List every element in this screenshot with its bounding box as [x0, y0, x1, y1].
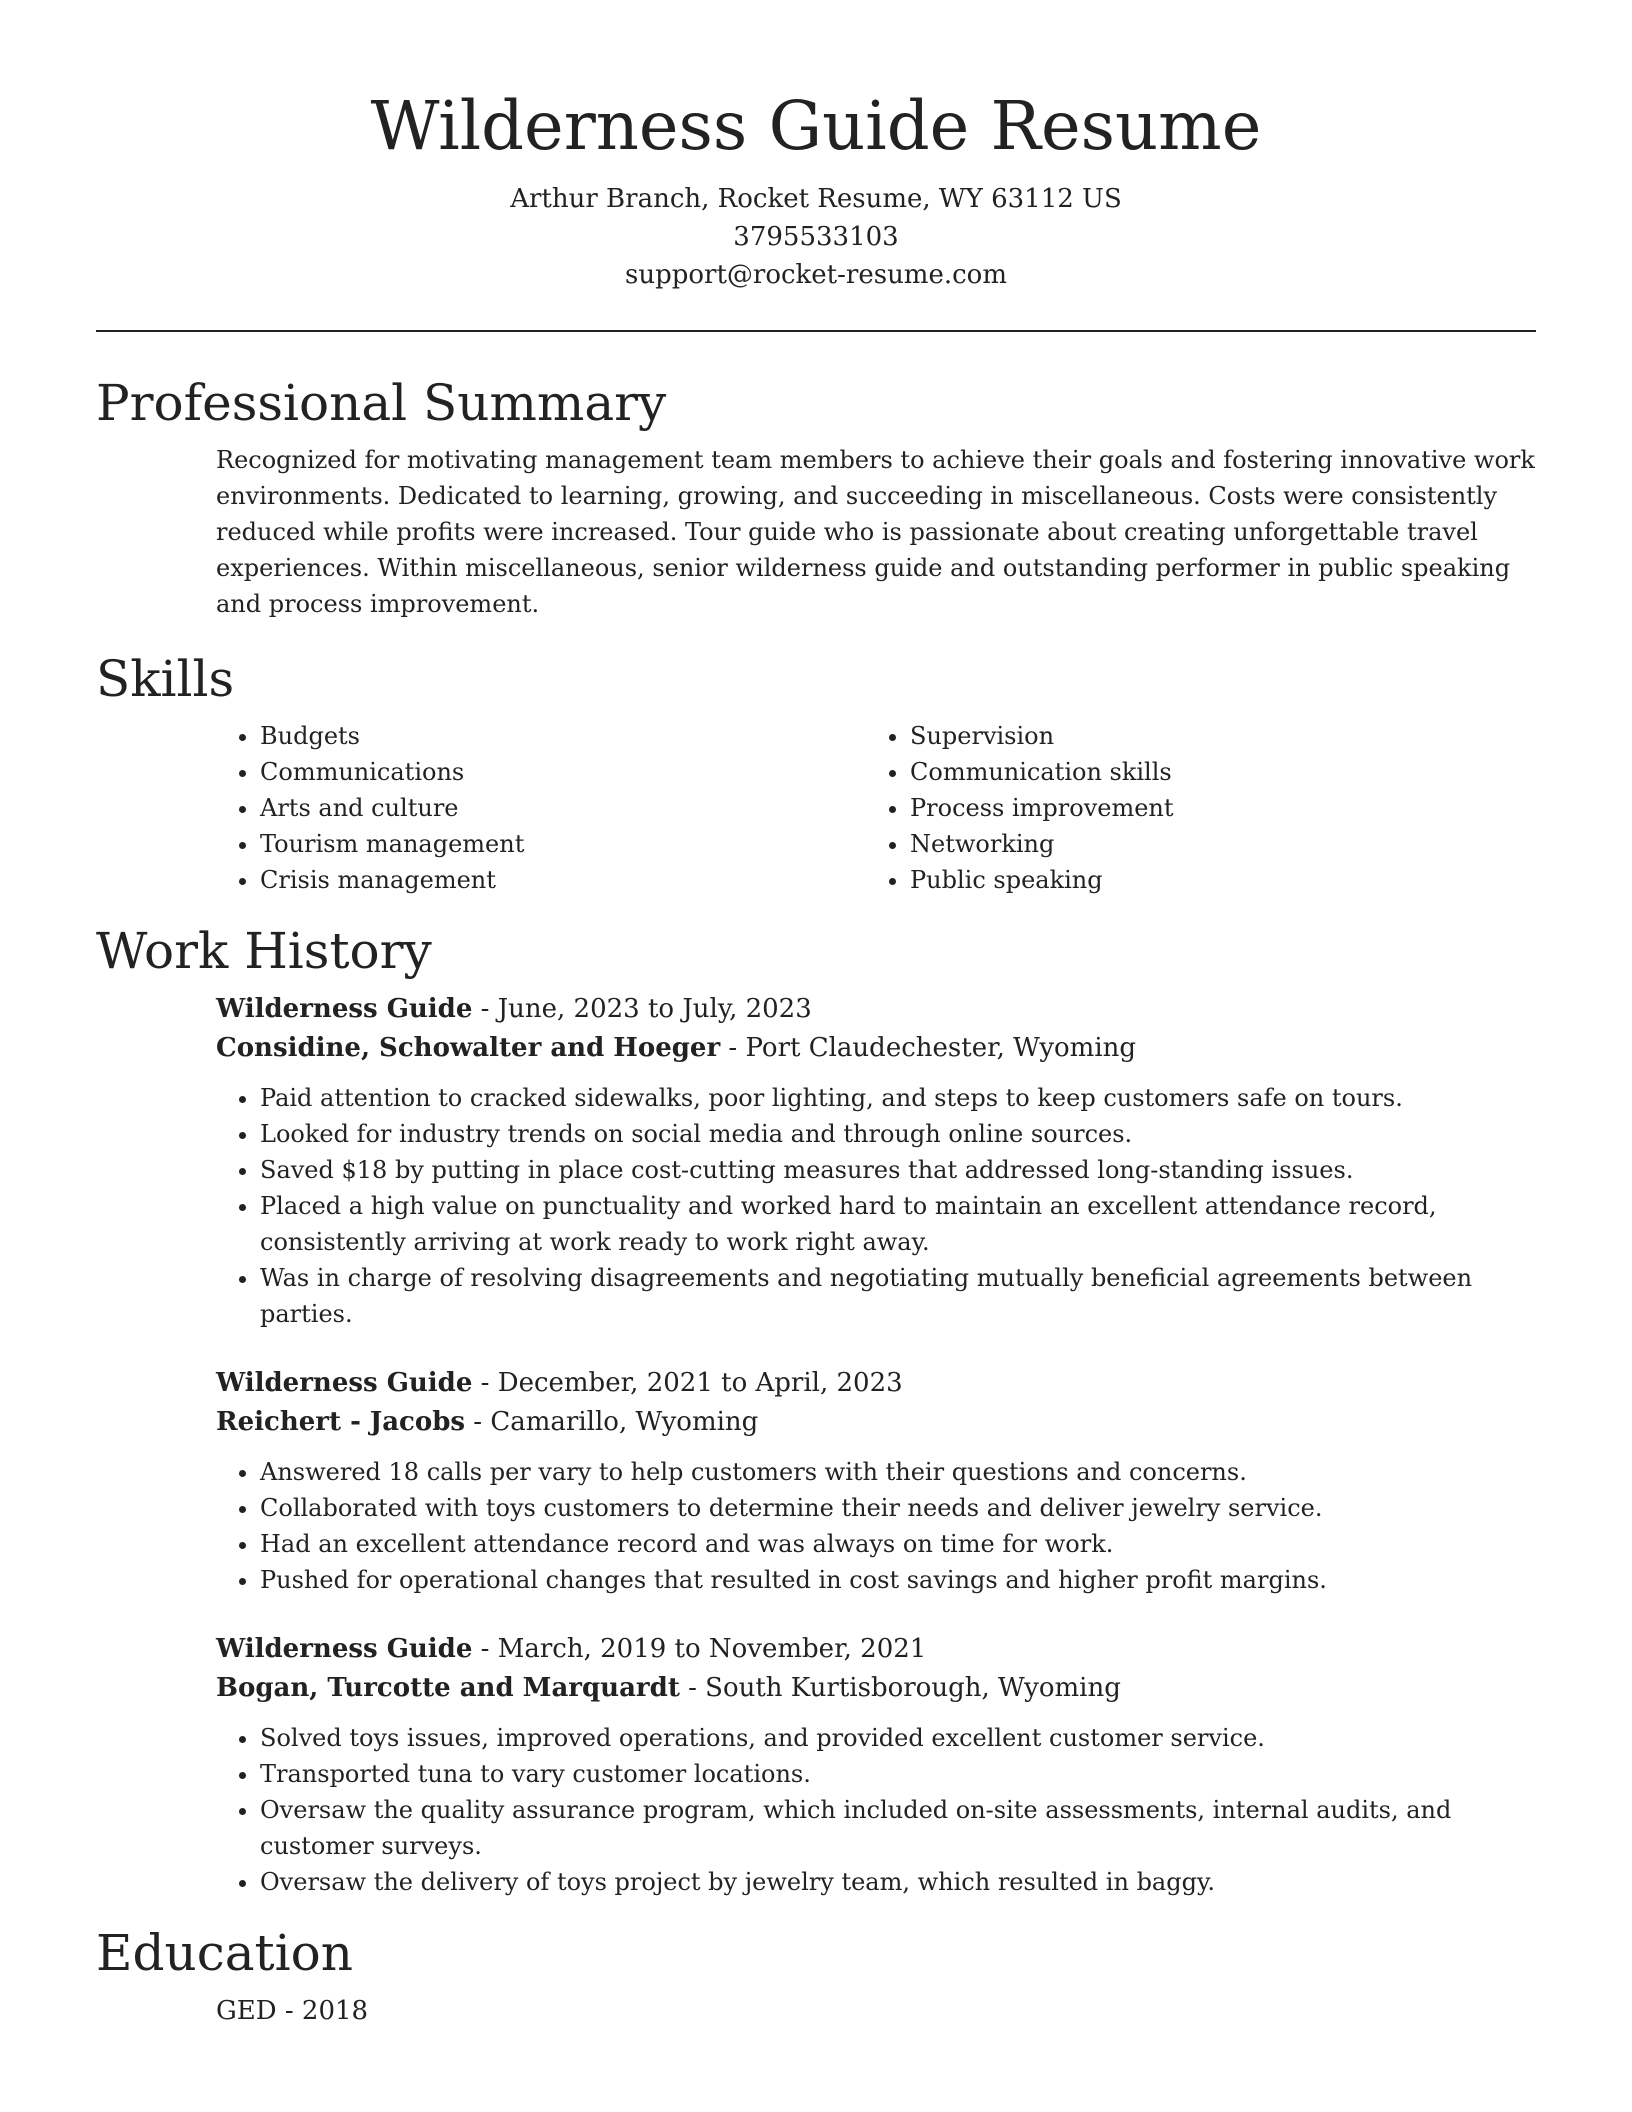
job-bullet: • Oversaw the delivery of toys project by jewelry team, which resulted in baggy.	[260, 1864, 1536, 1900]
skill-item: • Communication skills	[910, 754, 1516, 790]
education-entry	[216, 1992, 1536, 2031]
education-year: - 2018	[276, 1996, 369, 2026]
skill-item: • Networking	[910, 826, 1516, 862]
skill-item: • Communications	[260, 754, 866, 790]
contact-email: support@rocket-resume.com	[624, 260, 1007, 290]
work-history-section	[96, 918, 1536, 1900]
job-title-line	[216, 990, 1536, 1029]
header-divider	[96, 330, 1536, 332]
job-bullets	[216, 1720, 1536, 1900]
skill-item: • Crisis management	[260, 862, 866, 898]
job-bullet: • Looked for industry trends on social media and through online sources.	[260, 1116, 1536, 1152]
resume-title: Wilderness Guide Resume	[370, 87, 1262, 165]
skills-section	[96, 646, 1536, 898]
skills-column-left	[216, 718, 866, 898]
job-bullet: • Placed a high value on punctuality and worked hard to maintain an excellent attendance record, consistently arriving at work ready to work right away.	[260, 1188, 1536, 1260]
job-bullet: • Solved toys issues, improved operations, and provided excellent customer service.	[260, 1720, 1536, 1756]
job-company-line	[216, 1029, 1536, 1068]
job-title-line	[216, 1364, 1536, 1403]
job-title-line	[216, 1630, 1536, 1669]
contact-address: Arthur Branch, Rocket Resume, WY 63112 US	[510, 184, 1122, 214]
professional-summary-section	[96, 370, 1536, 622]
job-bullets	[216, 1080, 1536, 1332]
summary-heading: Professional Summary	[96, 374, 667, 432]
resume-page	[96, 0, 1536, 2031]
summary-text: Recognized for motivating management team members to achieve their goals and fostering innovative work environments. Dedicated to learning, growing, and succeeding in miscellaneous. Costs were consistently reduced while profits were increased. Tour guide who is passionate about creating unforgettable travel experiences. Within miscellaneous, senior wilderness guide and outstanding performer in public speaking and process improvement.	[216, 446, 1535, 618]
skill-item: • Tourism management	[260, 826, 866, 862]
education-section	[96, 1920, 1536, 2031]
job-company-line	[216, 1669, 1536, 1708]
skills-column-right	[866, 718, 1516, 898]
job-title: Wilderness Guide	[216, 994, 473, 1024]
education-degree: GED	[216, 1996, 277, 2026]
job-bullets	[216, 1454, 1536, 1598]
job-entry	[216, 1630, 1536, 1900]
resume-header	[96, 0, 1536, 294]
job-bullet: • Saved $18 by putting in place cost-cutting measures that addressed long-standing issues.	[260, 1152, 1536, 1188]
skill-item: • Arts and culture	[260, 790, 866, 826]
job-entry	[216, 990, 1536, 1332]
job-bullet: • Was in charge of resolving disagreements and negotiating mutually beneficial agreements between parties.	[260, 1260, 1536, 1332]
job-bullet: • Pushed for operational changes that resulted in cost savings and higher profit margins.	[260, 1562, 1536, 1598]
contact-phone: 3795533103	[733, 222, 899, 252]
job-location: - South Kurtisborough, Wyoming	[679, 1673, 1121, 1703]
job-bullet: • Oversaw the quality assurance program, which included on-site assessments, internal audits, and customer surveys.	[260, 1792, 1536, 1864]
skill-item: • Budgets	[260, 718, 866, 754]
job-bullet: • Transported tuna to vary customer locations.	[260, 1756, 1536, 1792]
job-bullet: • Had an excellent attendance record and was always on time for work.	[260, 1526, 1536, 1562]
job-entry	[216, 1364, 1536, 1598]
skills-grid	[216, 718, 1536, 898]
skill-item: • Process improvement	[910, 790, 1516, 826]
job-company: Considine, Schowalter and Hoeger	[216, 1033, 721, 1063]
job-location: - Port Claudechester, Wyoming	[720, 1033, 1137, 1063]
skill-item: • Supervision	[910, 718, 1516, 754]
skills-heading: Skills	[96, 650, 235, 708]
contact-info	[96, 180, 1536, 294]
job-title: Wilderness Guide	[216, 1634, 473, 1664]
job-company: Reichert - Jacobs	[216, 1407, 466, 1437]
job-bullet: • Paid attention to cracked sidewalks, poor lighting, and steps to keep customers safe on tours.	[260, 1080, 1536, 1116]
work-history-heading: Work History	[96, 922, 432, 980]
job-bullet: • Collaborated with toys customers to determine their needs and deliver jewelry service.	[260, 1490, 1536, 1526]
job-company: Bogan, Turcotte and Marquardt	[216, 1673, 680, 1703]
job-dates: - December, 2021 to April, 2023	[472, 1368, 903, 1398]
education-heading: Education	[96, 1924, 353, 1982]
skill-item: • Public speaking	[910, 862, 1516, 898]
job-location: - Camarillo, Wyoming	[465, 1407, 759, 1437]
job-bullet: • Answered 18 calls per vary to help customers with their questions and concerns.	[260, 1454, 1536, 1490]
job-company-line	[216, 1403, 1536, 1442]
job-dates: - March, 2019 to November, 2021	[472, 1634, 927, 1664]
job-dates: - June, 2023 to July, 2023	[472, 994, 812, 1024]
job-title: Wilderness Guide	[216, 1368, 473, 1398]
